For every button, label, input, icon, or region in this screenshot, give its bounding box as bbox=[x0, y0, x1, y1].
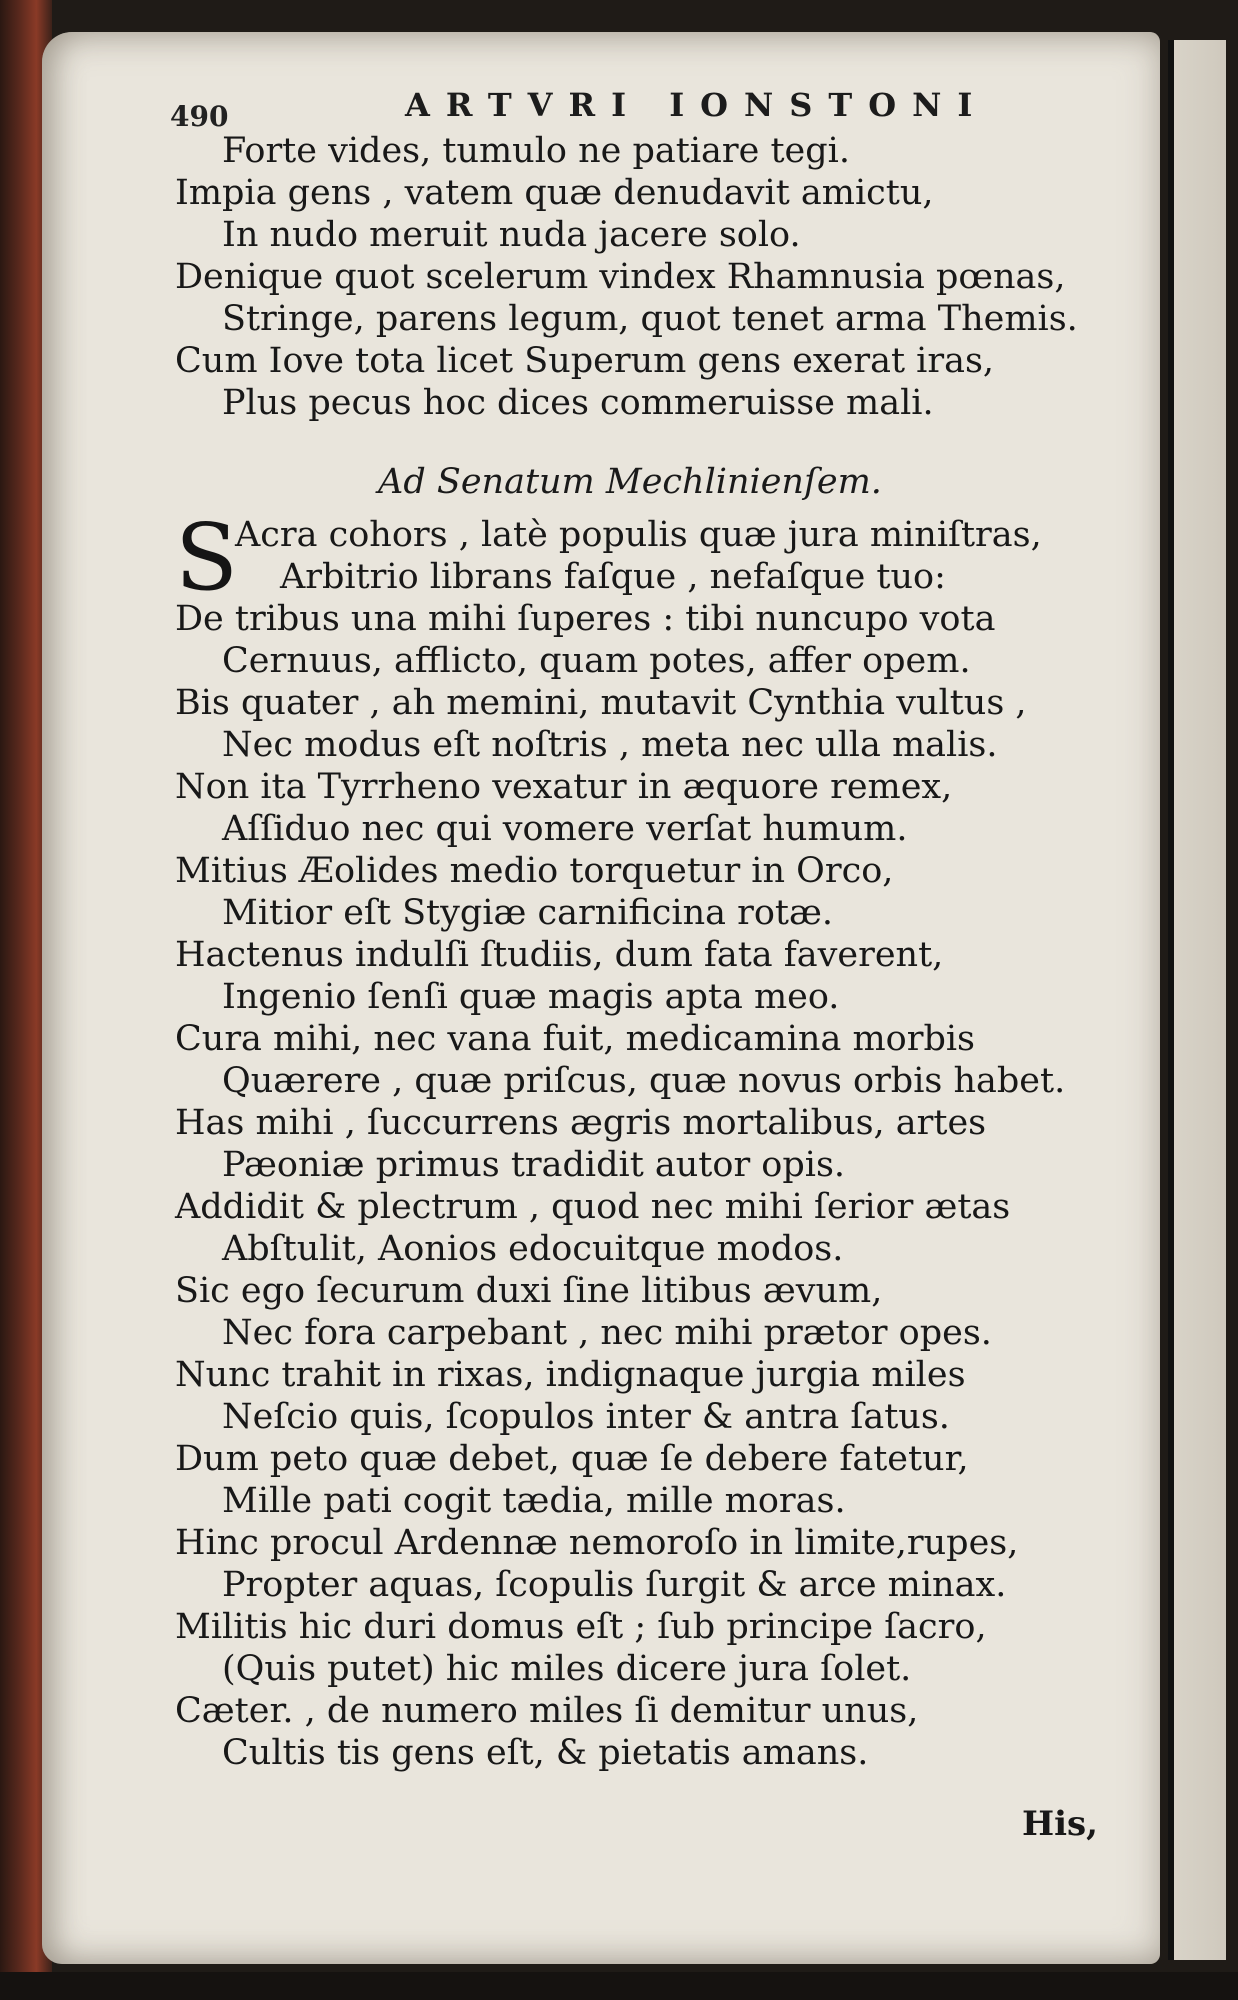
poem-title: Ad Senatum Mechlinienſem. bbox=[378, 462, 882, 502]
verse-line: Sic ego ſecurum duxi ſine litibus ævum, bbox=[175, 1271, 883, 1311]
running-title: ARTVRI IONSTONI bbox=[405, 86, 989, 124]
verse-line: Cultis tis gens eſt, & pietatis amans. bbox=[222, 1733, 869, 1773]
verse-line: Arbitrio librans faſque , nefaſque tuo: bbox=[280, 557, 946, 597]
verse-line: (Quis putet) hic miles dicere jura ſolet. bbox=[222, 1649, 912, 1689]
verse-line: In nudo meruit nuda jacere solo. bbox=[222, 215, 801, 255]
verse-line: Nec fora carpebant , nec mihi prætor opes. bbox=[222, 1313, 992, 1353]
verse-line: Has mihi , ſuccurrens ægris mortalibus, artes bbox=[175, 1103, 987, 1143]
verse-line: Pæoniæ primus tradidit autor opis. bbox=[222, 1145, 846, 1185]
verse-line: Mitior eſt Stygiæ carnificina rotæ. bbox=[222, 893, 834, 933]
verse-line: Forte vides, tumulo ne patiare tegi. bbox=[222, 131, 850, 171]
verse-line: Aſſiduo nec qui vomere verſat humum. bbox=[222, 809, 908, 849]
verse-line: Nec modus eſt noſtris , meta nec ulla malis. bbox=[222, 725, 998, 765]
verse-line: Acra cohors , latè populis quæ jura miniſtras, bbox=[235, 515, 1042, 555]
verse-line: De tribus una mihi ſuperes : tibi nuncupo vota bbox=[175, 599, 996, 639]
verse-line: Addidit & plectrum , quod nec mihi ſerior ætas bbox=[175, 1187, 1011, 1227]
verse-line: Propter aquas, ſcopulis ſurgit & arce minax. bbox=[222, 1565, 1007, 1605]
catchword: His, bbox=[1022, 1804, 1099, 1844]
verse-line: Bis quater , ah memini, mutavit Cynthia vultus , bbox=[175, 683, 1027, 723]
verse-line: Plus pecus hoc dices commeruisse mali. bbox=[222, 383, 934, 423]
page-number: 490 bbox=[170, 100, 229, 133]
verse-line: Mille pati cogit tædia, mille moras. bbox=[222, 1481, 846, 1521]
verse-line: Neſcio quis, ſcopulos inter & antra ſatus. bbox=[222, 1397, 950, 1437]
bottom-shadow bbox=[0, 1972, 1238, 2000]
verse-line: Impia gens , vatem quæ denudavit amictu, bbox=[175, 173, 934, 213]
facing-page-edge bbox=[1168, 40, 1226, 1960]
verse-line: Quærere , quæ priſcus, quæ novus orbis habet. bbox=[222, 1061, 1066, 1101]
verse-line: Abſtulit, Aonios edocuitque modos. bbox=[222, 1229, 844, 1269]
verse-line: Hinc procul Ardennæ nemoroſo in limite,rupes, bbox=[175, 1523, 1019, 1563]
verse-line: Denique quot scelerum vindex Rhamnusia pœnas, bbox=[175, 257, 1066, 297]
verse-line: Militis hic duri domus eſt ; ſub principe ſacro, bbox=[175, 1607, 987, 1647]
verse-line: Non ita Tyrrheno vexatur in æquore remex, bbox=[175, 767, 953, 807]
verse-line: Hactenus indulſi ſtudiis, dum fata faverent, bbox=[175, 935, 944, 975]
verse-line: Nunc trahit in rixas, indignaque jurgia miles bbox=[175, 1355, 966, 1395]
verse-line: Mitius Æolides medio torquetur in Orco, bbox=[175, 851, 894, 891]
verse-line: Cæter. , de numero miles ſi demitur unus, bbox=[175, 1691, 919, 1731]
verse-line: Cernuus, afflicto, quam potes, affer opem. bbox=[222, 641, 971, 681]
verse-line: Dum peto quæ debet, quæ ſe debere fatetur, bbox=[175, 1439, 969, 1479]
running-head bbox=[170, 86, 1070, 133]
verse-line: Cura mihi, nec vana fuit, medicamina morbis bbox=[175, 1019, 976, 1059]
verse-line: Ingenio ſenſi quæ magis apta meo. bbox=[222, 977, 840, 1017]
verse-line: Cum Iove tota licet Superum gens exerat iras, bbox=[175, 341, 995, 381]
verse-line: Stringe, parens legum, quot tenet arma Themis. bbox=[222, 299, 1078, 339]
drop-cap: S bbox=[175, 504, 239, 611]
